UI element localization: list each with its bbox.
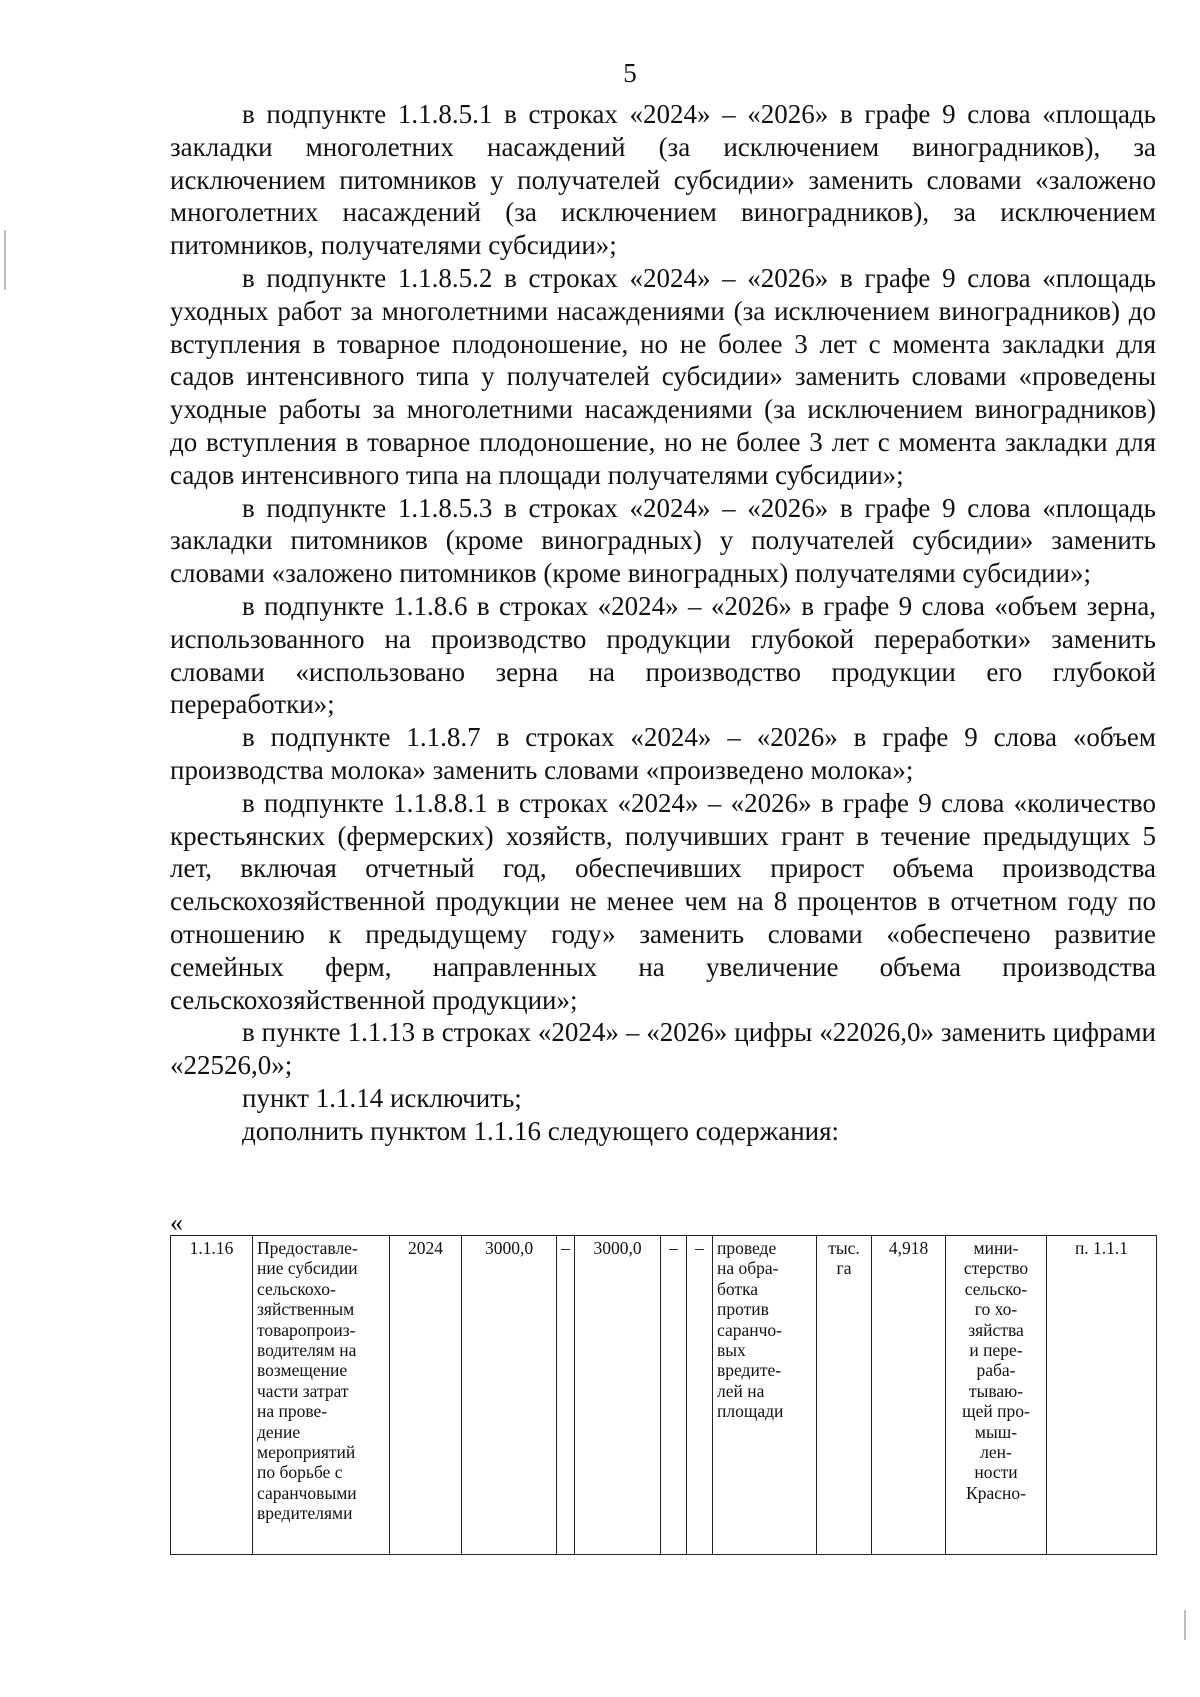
paragraph-1-1-8-8-1: в подпункте 1.1.8.8.1 в строках «2024» – «2026» в графе 9 слова «количество крестьянских (фермерских) хозяйств, получивших грант в течение предыдущих 5 лет, включая отчетный год, обеспечивших прирост объема производства сельскохозяйственной продукции не менее чем на 8 процентов в отчетном году по отношению к предыдущему году» заменить словами «обеспечено развитие семейных ферм, направленных на увеличение объема производства сельскохозяйственной продукции»; <box>170 787 1156 1015</box>
cell-extra-funding: – <box>687 1236 713 1555</box>
paragraph-1-1-8-6: в подпункте 1.1.8.6 в строках «2024» – «2026» в графе 9 слова «объем зерна, использованного на производство продукции глубокой переработки» заменить словами «использовано зерна на производство продукции его глубокой переработки»; <box>170 590 1156 720</box>
cell-local-funding: – <box>661 1236 687 1555</box>
page-number: 5 <box>623 58 637 88</box>
document-body <box>170 98 1156 1148</box>
amendment-table <box>170 1235 1157 1555</box>
paragraph-1-1-13: в пункте 1.1.13 в строках «2024» – «2026» цифры «22026,0» заменить цифрами «22526,0»; <box>170 1017 1156 1081</box>
cell-executor: мини- стерство сельско- го хо- зяйства и пере- раба- тываю- щей про- мыш- лен- ности Красно- <box>946 1236 1047 1555</box>
cell-regional-funding: 3000,0 <box>575 1236 661 1555</box>
paragraph-1-1-16-intro: дополнить пунктом 1.1.16 следующего содержания: <box>242 1115 840 1146</box>
paragraph-1-1-8-5-2: в подпункте 1.1.8.5.2 в строках «2024» – «2026» в графе 9 слова «площадь уходных работ за многолетними насаждениями (за исключением виноградников) до вступления в товарное плодоношение, но не более 3 лет с момента закладки для садов интенсивного типа у получателей субсидии» заменить словами «проведены уходные работы за многолетними насаждениями (за исключением виноградников) до вступления в товарное плодоношение, но не более 3 лет с момента закладки для садов интенсивного типа на площади получателями субсидии»; <box>170 262 1156 490</box>
paragraph-1-1-8-5-1: в подпункте 1.1.8.5.1 в строках «2024» – «2026» в графе 9 слова «площадь закладки многолетних насаждений (за исключением виноградников), за исключением питомников у получателей субсидии» заменить словами «заложено многолетних насаждений (за исключением виноградников), за исключением питомников, получателями субсидии»; <box>170 99 1156 261</box>
cell-indicator: проведе на обра- ботка против саранчо- вых вредите- лей на площади <box>713 1236 817 1555</box>
cell-federal-funding: – <box>557 1236 575 1555</box>
cell-item-number: 1.1.16 <box>171 1236 253 1555</box>
cell-reference: п. 1.1.1 <box>1047 1236 1157 1555</box>
scan-edge-mark-left <box>4 230 6 290</box>
cell-total-funding: 3000,0 <box>462 1236 557 1555</box>
cell-measure-name: Предоставле- ние субсидии сельскохо- зяйственным товаропроиз- водителям на возмещение части затрат на прове- дение мероприятий по борьбе с саранчовыми вредителями <box>253 1236 390 1555</box>
paragraph-1-1-14: пункт 1.1.14 исключить; <box>242 1082 522 1113</box>
scan-edge-mark-right <box>1184 1610 1186 1640</box>
cell-unit: тыс. га <box>817 1236 872 1555</box>
table-row <box>171 1236 1157 1555</box>
cell-year: 2024 <box>390 1236 462 1555</box>
paragraph-1-1-8-7: в подпункте 1.1.8.7 в строках «2024» – «2026» в графе 9 слова «объем производства молока» заменить словами «произведено молока»; <box>170 722 1156 785</box>
opening-quote-mark: « <box>170 1208 183 1237</box>
cell-indicator-value: 4,918 <box>872 1236 946 1555</box>
paragraph-1-1-8-5-3: в подпункте 1.1.8.5.3 в строках «2024» – «2026» в графе 9 слова «площадь закладки питомников (кроме виноградных) у получателей субсидии» заменить словами «заложено питомников (кроме виноградных) получателями субсидии»; <box>170 492 1156 589</box>
